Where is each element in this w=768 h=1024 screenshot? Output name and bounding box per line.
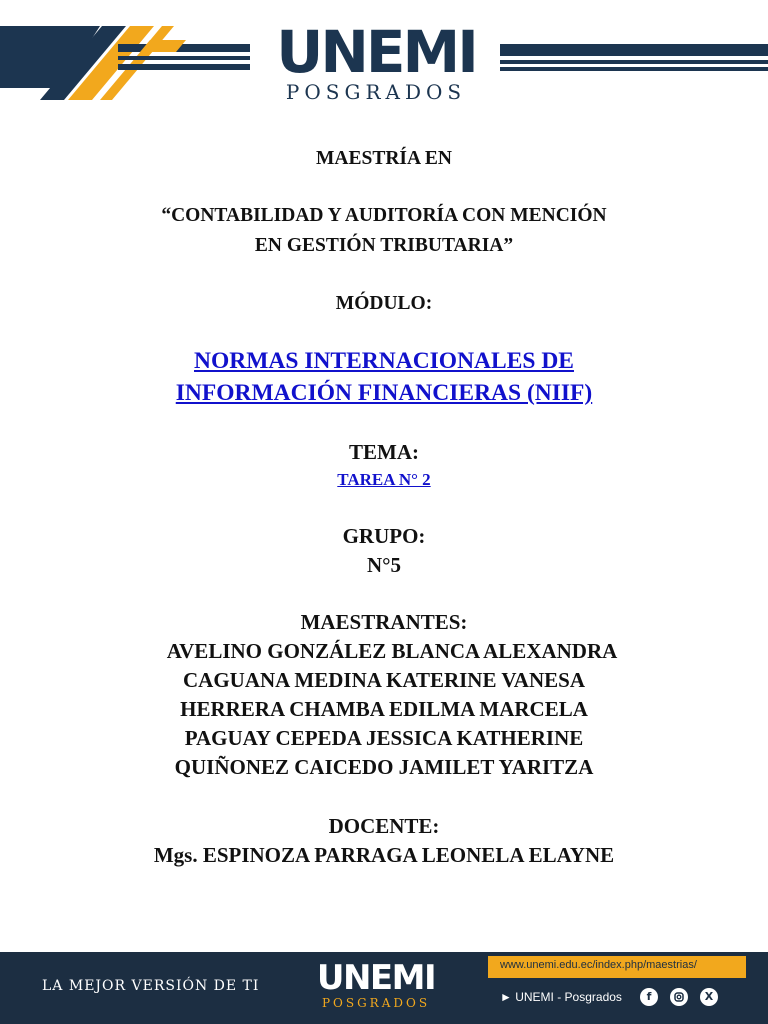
teacher-heading: DOCENTE: [328, 814, 440, 838]
footer-banner [0, 952, 768, 1024]
program-name-line1: “CONTABILIDAD Y AUDITORÍA CON MENCIÓN [161, 205, 607, 226]
instagram-icon[interactable] [670, 988, 688, 1006]
unemi-logo-text: UNEMI [276, 18, 476, 86]
module-heading: MÓDULO: [335, 293, 433, 314]
program-heading: MAESTRÍA EN [316, 148, 452, 169]
footer-slogan: LA MEJOR VERSIÓN DE TI [42, 978, 260, 994]
x-icon[interactable]: X [700, 988, 718, 1006]
program-name-line2: EN GESTIÓN TRIBUTARIA” [254, 235, 514, 256]
student-name: AVELINO GONZÁLEZ BLANCA ALEXANDRA [166, 639, 618, 663]
group-heading: GRUPO: [342, 524, 426, 548]
header-banner [0, 0, 768, 120]
topic-value-link[interactable]: TAREA N° 2 [337, 470, 431, 489]
topic-heading: TEMA: [349, 440, 419, 464]
student-name: CAGUANA MEDINA KATERINE VANESA [183, 668, 585, 692]
module-name-line2-link[interactable]: INFORMACIÓN FINANCIERAS (NIIF) [175, 380, 593, 406]
module-name-line1-link[interactable]: NORMAS INTERNACIONALES DE [194, 348, 574, 374]
footer-posgrados-logo-text: POSGRADOS [321, 996, 431, 1010]
footer-url-bar [488, 956, 746, 978]
group-value: N°5 [366, 553, 402, 577]
facebook-icon[interactable]: f [640, 988, 658, 1006]
footer-unemi-logo-text: UNEMI [316, 958, 436, 998]
footer-social-label: ► UNEMI - Posgrados [500, 990, 622, 1004]
students-heading: MAESTRANTES: [300, 610, 468, 634]
student-name: PAGUAY CEPEDA JESSICA KATHERINE [184, 726, 584, 750]
teacher-name: Mgs. ESPINOZA PARRAGA LEONELA ELAYNE [153, 843, 615, 867]
student-name: QUIÑONEZ CAICEDO JAMILET YARITZA [174, 755, 594, 779]
footer-url-link[interactable]: www.unemi.edu.ec/index.php/maestrias/ [500, 959, 697, 971]
posgrados-logo-text: POSGRADOS [285, 80, 467, 104]
student-name: HERRERA CHAMBA EDILMA MARCELA [180, 697, 588, 721]
